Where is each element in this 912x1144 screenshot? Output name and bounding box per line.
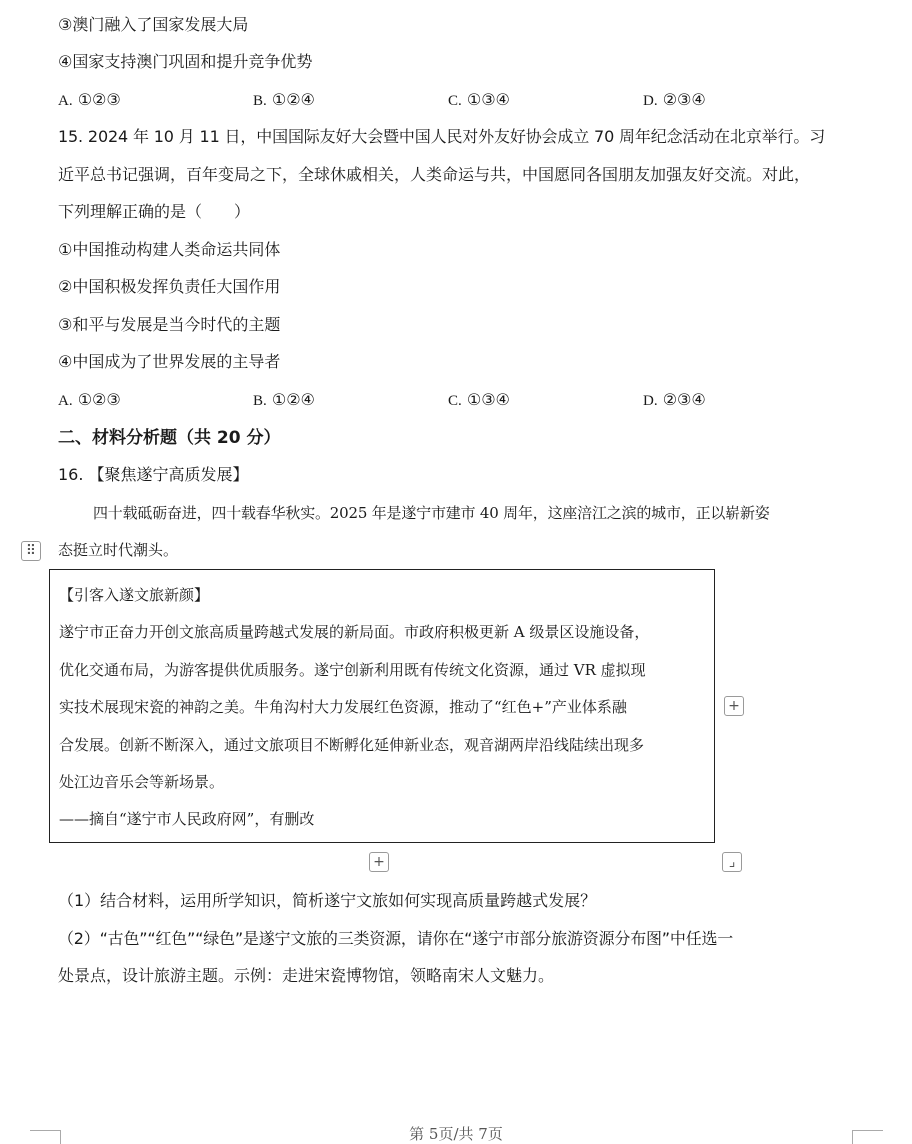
q14-option-b[interactable]: B. ①②④	[253, 90, 315, 109]
q14-options	[58, 89, 838, 111]
q16-intro-line-2: 态挺立时代潮头。	[58, 541, 179, 559]
q15-item-3: ③和平与发展是当今时代的主题	[58, 315, 281, 334]
q15-stem-line-3: 下列理解正确的是（ ）	[58, 202, 251, 221]
page-number: 第 5页/共 7页	[409, 1125, 503, 1143]
resize-handle-icon[interactable]: ⌟	[722, 852, 742, 872]
material-line-1: 遂宁市正奋力开创文旅高质量跨越式发展的新局面。市政府积极更新 A 级景区设施设备，	[59, 623, 650, 641]
drag-handle-icon[interactable]: ⠿	[21, 541, 41, 561]
add-column-plus-icon[interactable]: +	[724, 696, 744, 716]
q14-option-a[interactable]: A. ①②③	[58, 90, 121, 109]
q15-option-b[interactable]: B. ①②④	[253, 390, 315, 409]
q16-sub-question-2-line-1: （2）“古色”“红色”“绿色”是遂宁文旅的三类资源，请你在“遂宁市部分旅游资源分布图”中任选一	[58, 929, 734, 948]
material-line-4: 合发展。创新不断深入，通过文旅项目不断孵化延伸新业态，观音湖两岸沿线陆续出现多	[59, 736, 645, 754]
q16-heading: 16. 【聚焦遂宁高质发展】	[58, 465, 249, 484]
material-source: ——摘自“遂宁市人民政府网”，有删改	[59, 810, 315, 828]
q14-option-d[interactable]: D. ②③④	[643, 90, 706, 109]
q15-option-a[interactable]: A. ①②③	[58, 390, 121, 409]
q14-option-c[interactable]: C. ①③④	[448, 90, 510, 109]
q16-sub-question-1: （1）结合材料，运用所学知识，简析遂宁文旅如何实现高质量跨越式发展？	[58, 891, 597, 910]
material-box-title: 【引客入遂文旅新颜】	[59, 586, 210, 604]
q15-stem-line-2: 近平总书记强调，百年变局之下，全球休戚相关，人类命运与共，中国愿同各国朋友加强友好交流。对此，	[58, 165, 811, 184]
add-row-plus-icon[interactable]: +	[369, 852, 389, 872]
q15-item-2: ②中国积极发挥负责任大国作用	[58, 277, 281, 296]
material-box	[49, 569, 715, 843]
q15-option-d[interactable]: D. ②③④	[643, 390, 706, 409]
q14-item-3: ③澳门融入了国家发展大局	[58, 15, 249, 34]
material-line-3: 实技术展现宋瓷的神韵之美。牛角沟村大力发展红色资源，推动了“红色+”产业体系融	[59, 698, 627, 716]
q15-stem-line-1: 15. 2024 年 10 月 11 日，中国国际友好大会暨中国人民对外友好协会成立 70 周年纪念活动在北京举行。习	[58, 127, 826, 146]
q14-item-4: ④国家支持澳门巩固和提升竞争优势	[58, 52, 313, 71]
q15-option-c[interactable]: C. ①③④	[448, 390, 510, 409]
q16-sub-question-2-line-2: 处景点，设计旅游主题。示例：走进宋瓷博物馆，领略南宋人文魅力。	[58, 966, 555, 985]
section-2-title: 二、材料分析题（共 20 分）	[58, 428, 281, 448]
q15-item-4: ④中国成为了世界发展的主导者	[58, 352, 281, 371]
q15-options	[58, 389, 838, 411]
material-line-5: 处江边音乐会等新场景。	[59, 773, 225, 791]
q16-intro-line-1: 四十载砥砺奋进，四十载春华秋实。2025 年是遂宁市建市 40 周年，这座涪江之滨的城市，正以崭新姿	[93, 504, 770, 522]
material-line-2: 优化交通布局，为游客提供优质服务。遂宁创新利用既有传统文化资源，通过 VR 虚拟现	[59, 661, 646, 679]
q15-item-1: ①中国推动构建人类命运共同体	[58, 240, 281, 259]
